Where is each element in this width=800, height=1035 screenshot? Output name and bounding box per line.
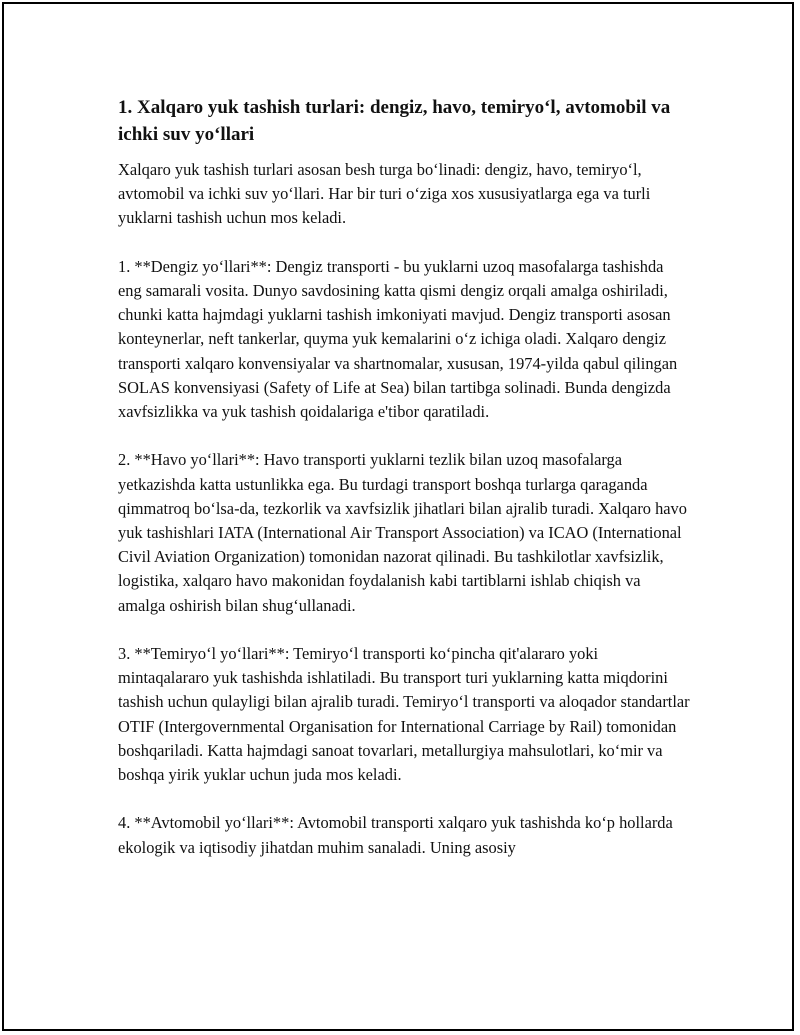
rail-routes-paragraph: 3. **Temiryo‘l yo‘llari**: Temiryo‘l transporti ko‘pincha qit'alararo yoki mintaqalararo yuk tashishda ishlatiladi. Bu transport turi yuklarning katta miqdorini tashish uchun qulayligi bilan ajralib turadi. Temiryo‘l transporti va aloqador standartlar OTIF (Intergovernmental Organisation for International Carriage by Rail) tomonidan boshqariladi. Katta hajmdagi sanoat tovarlari, metallurgiya mahsulotlari, ko‘mir va boshqa yirik yuklar uchun juda mos keladi.	[118, 644, 690, 785]
air-routes-paragraph: 2. **Havo yo‘llari**: Havo transporti yuklarni tezlik bilan uzoq masofalarga yetkazishda katta ustunlikka ega. Bu turdagi transport boshqa turlarga qaraganda qimmatroq bo‘lsa-da, tezkorlik va xavfsizlik jihatlari bilan ajralib turadi. Xalqaro havo yuk tashishlari IATA (International Air Transport Association) va ICAO (International Civil Aviation Organization) tomonidan nazorat qilinadi. Bu tashkilotlar xavfsizlik, logistika, xalqaro havo makonidan foydalanish kabi tartiblarni ishlab chiqish va amalga oshirish bilan shug‘ullanadi.	[118, 450, 687, 615]
sea-routes-paragraph: 1. **Dengiz yo‘llari**: Dengiz transporti - bu yuklarni uzoq masofalarga tashishda eng samarali vosita. Dunyo savdosining katta qismi dengiz orqali amalga oshiriladi, chunki katta hajmdagi yuklarni tashish imkoniyati mavjud. Dengiz transporti asosan konteynerlar, neft tankerlar, quyma yuk kemalarini o‘z ichiga oladi. Xalqaro dengiz transporti xalqaro konvensiyalar va shartnomalar, xususan, 1974-yilda qabul qilingan SOLAS konvensiyasi (Safety of Life at Sea) bilan tartibga solinadi. Bunda dengizda xavfsizlikka va yuk tashish qoidalariga e'tibor qaratiladi.	[118, 256, 678, 422]
document-content	[118, 94, 690, 884]
road-routes-paragraph: 4. **Avtomobil yo‘llari**: Avtomobil transporti xalqaro yuk tashishda ko‘p hollarda ekologik va iqtisodiy jihatdan muhim sanaladi. Uning asosiy	[118, 813, 673, 857]
section-heading: 1. Xalqaro yuk tashish turlari: dengiz, havo, temiryo‘l, avtomobil va ichki suv yo‘llari	[118, 97, 671, 145]
intro-paragraph: Xalqaro yuk tashish turlari asosan besh turga bo‘linadi: dengiz, havo, temiryo‘l, avtomobil va ichki suv yo‘llari. Har bir turi o‘ziga xos xususiyatlarga ega va turli yuklarni tashish uchun mos keladi.	[118, 160, 651, 228]
